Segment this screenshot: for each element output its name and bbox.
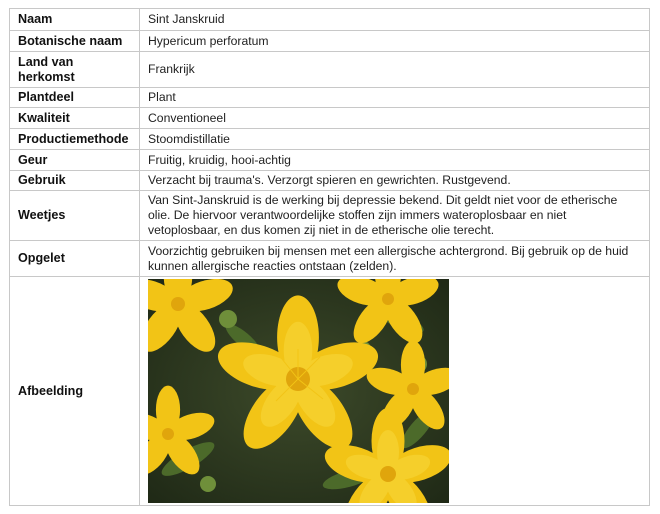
- row-value: Van Sint-Janskruid is de werking bij depressie bekend. Dit geldt niet voor de etherische olie. De hiervoor verantwoordelijke stoffen zijn immers wateroplosbaar en niet vetoplosbaar, en dus komen zij niet in de etherische olie terecht.: [140, 191, 650, 241]
- row-value: Verzacht bij trauma's. Verzorgt spieren en gewrichten. Rustgevend.: [140, 171, 650, 191]
- row-value: [140, 277, 650, 506]
- row-value: Sint Janskruid: [140, 9, 650, 31]
- row-value: Plant: [140, 88, 650, 108]
- table-row: [10, 129, 650, 150]
- row-label: Botanische naam: [10, 31, 140, 52]
- row-label: Geur: [10, 150, 140, 171]
- row-label: Land van herkomst: [10, 52, 140, 88]
- row-label: Productiemethode: [10, 129, 140, 150]
- table-row: [10, 88, 650, 108]
- table-row: [10, 277, 650, 506]
- row-value: Conventioneel: [140, 108, 650, 129]
- st-johns-wort-flower-image: [148, 279, 449, 503]
- plant-info-table: [9, 8, 650, 506]
- table-row: [10, 108, 650, 129]
- table-row: [10, 9, 650, 31]
- row-value: Voorzichtig gebruiken bij mensen met een allergische achtergrond. Bij gebruik op de huid kunnen allergische reacties ontstaan (zelden).: [140, 241, 650, 277]
- row-label: Weetjes: [10, 191, 140, 241]
- row-label: Gebruik: [10, 171, 140, 191]
- row-label: Naam: [10, 9, 140, 31]
- row-label: Opgelet: [10, 241, 140, 277]
- table-row: [10, 191, 650, 241]
- row-value: Stoomdistillatie: [140, 129, 650, 150]
- row-label: Kwaliteit: [10, 108, 140, 129]
- row-label: Plantdeel: [10, 88, 140, 108]
- row-label: Afbeelding: [10, 277, 140, 506]
- table-row: [10, 52, 650, 88]
- table-row: [10, 241, 650, 277]
- row-value: Frankrijk: [140, 52, 650, 88]
- plant-photo: [148, 279, 449, 503]
- table-row: [10, 171, 650, 191]
- row-value: Hypericum perforatum: [140, 31, 650, 52]
- row-value: Fruitig, kruidig, hooi-achtig: [140, 150, 650, 171]
- table-row: [10, 150, 650, 171]
- table-row: [10, 31, 650, 52]
